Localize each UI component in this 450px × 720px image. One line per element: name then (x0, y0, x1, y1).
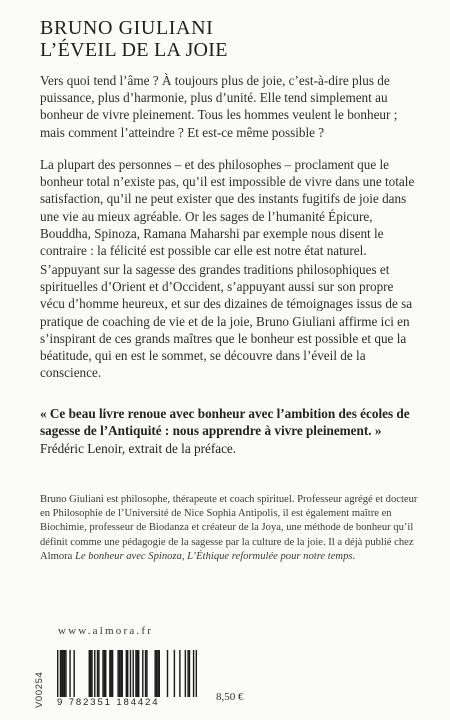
barcode-bar (137, 650, 138, 700)
description-paragraph-1 (40, 72, 416, 141)
barcode-bar (130, 650, 131, 700)
paragraph-text: La plupart des personnes – et des philosophes – proclament que le bonheur total n’existe pas, qu’il est impossible de vivre dans une totale satisfaction, qu’il ne peut exister que des instants fugitifs de joie dans une vie au mieux agréable. Or les sages de l’humanité Épicure, Bouddha, Spinoza, Ramana Maharshi par exemple nous disent le contraire : la félicité est possible car elle est notre état naturel. (40, 157, 415, 259)
publisher-website: www.almora.fr (58, 625, 154, 637)
barcode-bar (91, 650, 92, 700)
preface-quote (40, 405, 418, 457)
barcode-bar (185, 650, 186, 700)
barcode-bar (126, 650, 127, 700)
barcode-bar (127, 650, 128, 700)
barcode-bar (109, 650, 110, 700)
barcode-bar (159, 650, 160, 700)
barcode-bar (90, 650, 91, 700)
barcode-bars (57, 650, 197, 700)
barcode-bar (117, 650, 118, 700)
barcode-bar (64, 650, 65, 700)
description-paragraph-3 (40, 261, 416, 381)
bio-text: Bruno Giuliani est philosophe, thérapeute et coach spirituel. Professeur agrégé et docteur en Philosophie de l’Université de Nice Sophia Antipolis, il est également maître en Biochimie, professeur de Biodanza et créateur de la Joya, une méthode de bonheur qu’il définit comme une pédagogie de la sagesse par la culture de la joie. Il a déjà publié chez Almora (40, 494, 418, 562)
barcode-bar (61, 650, 62, 700)
barcode-bar (69, 650, 70, 700)
barcode-bar (189, 650, 190, 700)
barcode-bar (89, 650, 90, 700)
bio-separator: , (181, 550, 188, 562)
book-title: L’ÉVEIL DE LA JOIE (40, 39, 228, 61)
barcode-bar (138, 650, 139, 700)
barcode-bar (102, 650, 103, 700)
barcode-bar (111, 650, 112, 700)
barcode-bar (57, 650, 58, 700)
bio-book-2: L’Éthique reformulée pour notre temps (187, 550, 353, 562)
quote-author: Frédéric Lenoir (40, 440, 122, 456)
barcode-bar (196, 650, 197, 700)
barcode-bar (142, 650, 143, 700)
barcode-bar (120, 650, 121, 700)
quote-source: , extrait de la préface. (121, 440, 237, 456)
barcode-bar (73, 650, 74, 700)
paragraph-text: Vers quoi tend l’âme ? À toujours plus de joie, c’est-à-dire plus de puissance, plus d’harmonie, plus d’unité. Elle tend simplement au bonheur de vivre pleinement. Tous les hommes veulent le bonheur ; mais comment l’atteindre ? Et est-ce même possible ? (40, 73, 398, 140)
barcode-bar (97, 650, 98, 700)
barcode-bar (179, 650, 180, 700)
barcode-bar (98, 650, 99, 700)
barcode-bar (156, 650, 157, 700)
barcode-bar (94, 650, 95, 700)
barcode-bar (112, 650, 113, 700)
barcode-bar (105, 650, 106, 700)
barcode-bar (157, 650, 158, 700)
barcode-bar (122, 650, 123, 700)
isbn-number: 9 782351 184424 (57, 697, 197, 708)
barcode-bar (167, 650, 168, 700)
barcode-bar (62, 650, 63, 700)
price: 8,50 € (216, 691, 244, 703)
barcode-bar (104, 650, 105, 700)
barcode-bar (146, 650, 147, 700)
paragraph-text: S’appuyant sur la sagesse des grandes traditions philosophiques et spirituelles d’Orient et d’Occident, s’appuyant aussi sur son propre vécu d’homme heureux, et sur des dizaines de témoignages issus de sa pratique de coaching de vie et de la joie, Bruno Giuliani affirme ici en s’inspirant de ces grands maîtres que le bonheur est possible et que la béatitude, qui en est le sommet, se découvre dans l’éveil de la conscience. (40, 262, 413, 381)
bio-end: . (352, 550, 356, 562)
barcode-bar (145, 650, 146, 700)
barcode-bar (119, 650, 120, 700)
barcode-bar (135, 650, 136, 700)
author-name: BRUNO GIULIANI (40, 17, 214, 39)
barcode-bar (193, 650, 194, 700)
barcode-bar (187, 650, 188, 700)
bio-book-1: Le bonheur avec Spinoza (75, 550, 182, 562)
barcode-bar (154, 650, 155, 700)
barcode-bar (132, 650, 133, 700)
barcode-bar (60, 650, 61, 700)
description-paragraph-2 (40, 156, 416, 259)
barcode-bar (174, 650, 175, 700)
barcode-bar (65, 650, 66, 700)
author-bio (40, 493, 418, 564)
product-code: V00254 (34, 671, 45, 708)
quote-text: « Ce beau livre renoue avec bonheur avec l’ambition des écoles de sagesse de l’Antiquité : nous apprendre à vivre pleinement. » (40, 406, 410, 439)
